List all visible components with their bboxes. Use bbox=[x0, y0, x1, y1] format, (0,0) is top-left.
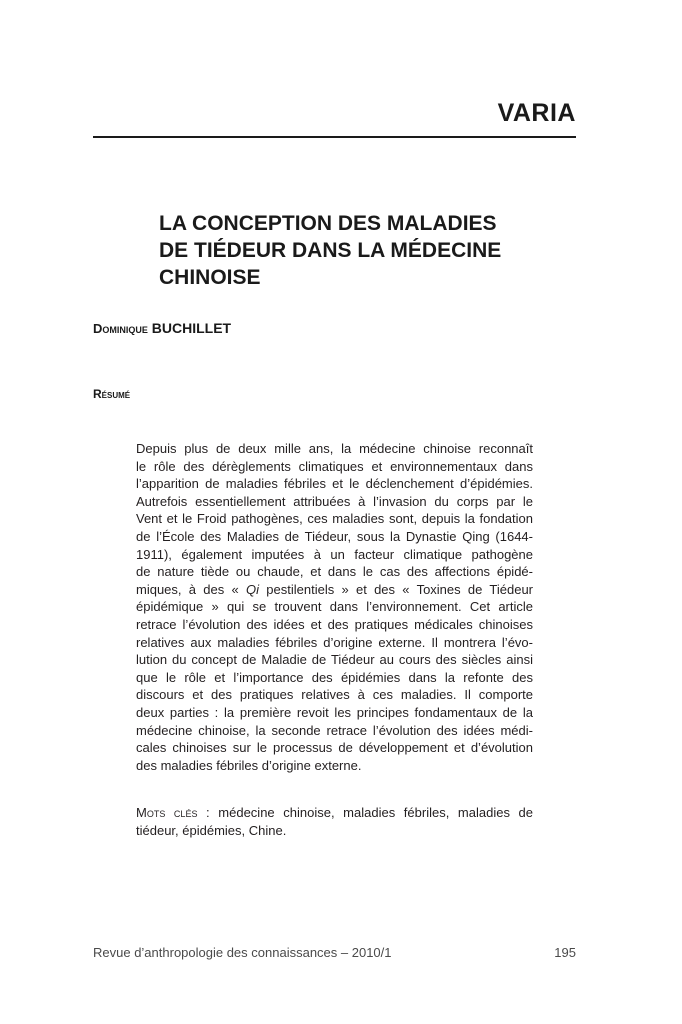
author-name bbox=[93, 320, 231, 336]
abstract-line: cales chinoises sur le processus de développement et d’évolution bbox=[136, 740, 533, 756]
abstract-line: retrace l’évolution des idées et des pratiques médicales chinoises bbox=[136, 616, 533, 632]
abstract-line: l’apparition de maladies fébriles et le déclenchement d’épidémies. bbox=[136, 476, 533, 492]
keywords-separator: : bbox=[197, 805, 219, 820]
author-first-name: Dominique bbox=[93, 321, 148, 336]
abstract-line: de l’École des Maladies de Tiédeur, sous la Dynastie Qing (1644- bbox=[136, 528, 533, 544]
abstract-line: épidémique » qui se trouvent dans l’environnement. Cet article bbox=[136, 599, 533, 615]
abstract-line: le rôle des dérèglements climatiques et environnementaux dans bbox=[136, 458, 533, 474]
keywords bbox=[136, 804, 533, 839]
abstract-line: que le rôle et l’importance des épidémies dans la refonte des bbox=[136, 669, 533, 685]
abstract-italic-term: Qi bbox=[246, 581, 260, 597]
abstract-line-part: miques, à des « bbox=[136, 581, 247, 597]
keywords-label: Mots clés bbox=[136, 805, 198, 820]
footer-journal-title: Revue d’anthropologie des connaissances – 2010/1 bbox=[93, 945, 392, 960]
abstract-body bbox=[136, 440, 533, 774]
abstract-line: 1911), également imputées à un facteur climatique pathogène bbox=[136, 546, 533, 562]
section-label: VARIA bbox=[497, 99, 576, 127]
abstract-line-part: pestilentiels » et des « Toxines de Tiédeur bbox=[259, 581, 534, 597]
abstract-line: deux parties : la première revoit les principes fondamentaux de la bbox=[136, 704, 533, 720]
abstract-line: lution du concept de Maladie de Tiédeur au cours des siècles ainsi bbox=[136, 652, 533, 668]
abstract-line: des maladies fébriles d’origine externe. bbox=[136, 757, 362, 773]
section-divider bbox=[93, 136, 576, 138]
keywords-line bbox=[136, 804, 533, 822]
article-title bbox=[159, 210, 579, 291]
abstract-heading: Résumé bbox=[93, 387, 131, 401]
abstract-line: Depuis plus de deux mille ans, la médecine chinoise reconnaît bbox=[136, 441, 533, 456]
abstract-line: Vent et le Froid pathogènes, ces maladies sont, depuis la fondation bbox=[136, 511, 533, 527]
abstract-line: médecine chinoise, la seconde retrace l’évolution des idées médi- bbox=[136, 722, 533, 738]
abstract-line: Autrefois essentiellement attribuées à l’invasion du corps par le bbox=[136, 493, 533, 509]
abstract-line: de nature tiède ou chaude, et dans le cas des affections épidé- bbox=[136, 564, 533, 580]
keywords-line: tiédeur, épidémies, Chine. bbox=[136, 822, 287, 838]
title-line: LA CONCEPTION DES MALADIES bbox=[159, 212, 497, 235]
abstract-line bbox=[136, 581, 533, 599]
keywords-list: médecine chinoise, maladies fébriles, maladies de bbox=[218, 805, 534, 820]
abstract-line: relatives aux maladies fébriles d’origine externe. Il montrera l’évo- bbox=[136, 634, 533, 650]
abstract-line: discours et des pratiques relatives à ces maladies. Il comporte bbox=[136, 687, 533, 703]
title-line: DE TIÉDEUR DANS LA MÉDECINE bbox=[159, 239, 502, 262]
title-line: CHINOISE bbox=[159, 266, 261, 289]
author-last-name: BUCHILLET bbox=[151, 320, 232, 336]
page-number: 195 bbox=[554, 945, 576, 960]
